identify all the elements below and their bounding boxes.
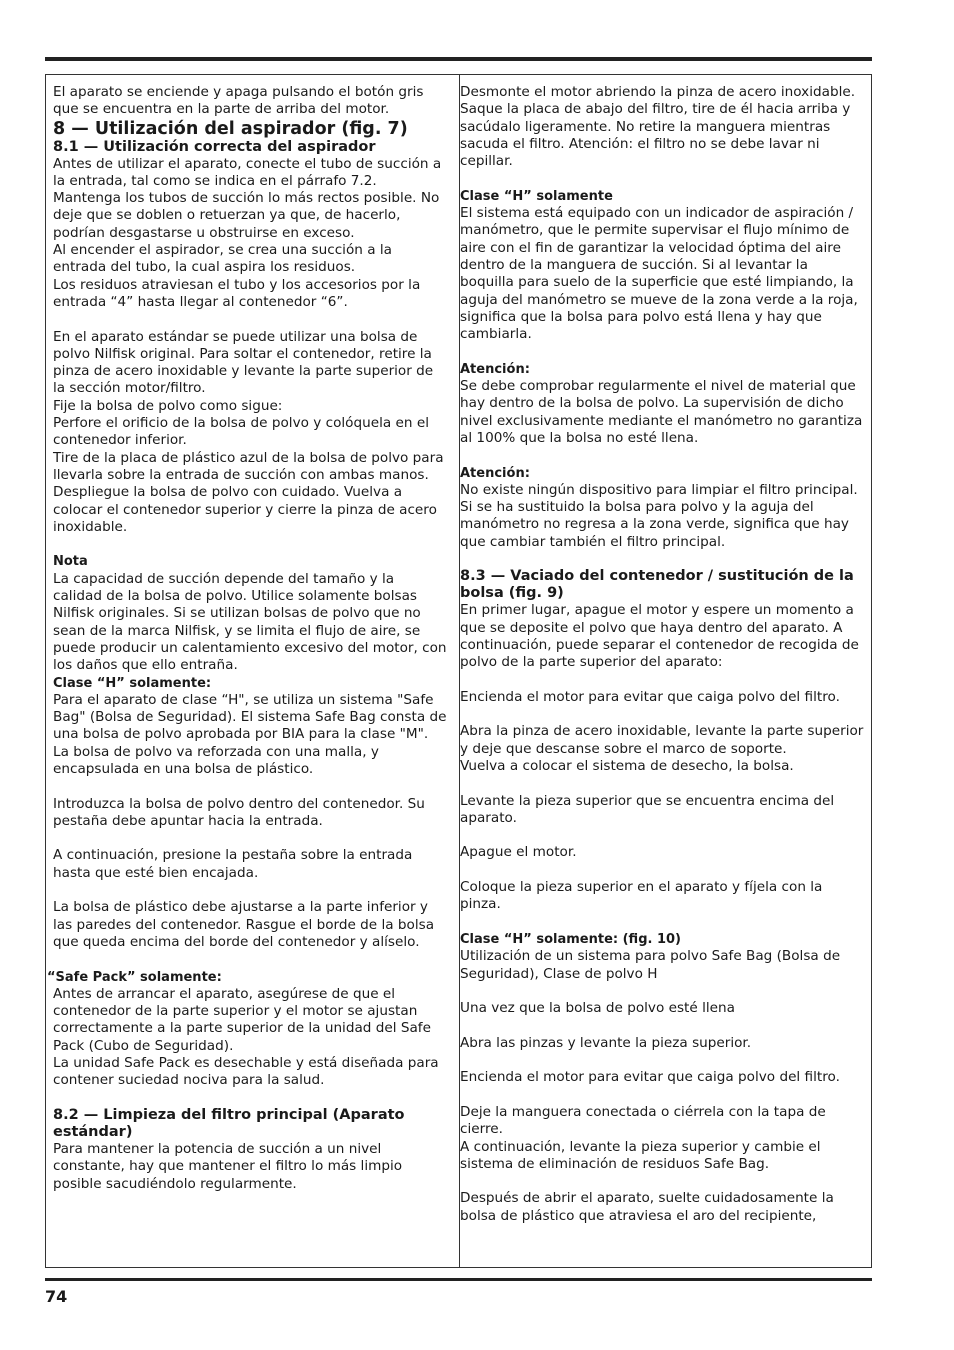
- note-heading: Clase “H” solamente:: [53, 675, 212, 691]
- spacer: [460, 170, 865, 187]
- spacer: [53, 1090, 447, 1107]
- body-paragraph: Para el aparato de clase “H", se utiliza un sistema "Safe Bag" (Bolsa de Seguridad). El sistema Safe Bag consta de una bolsa de polvo aprobada por BIA para la clase "M". La bolsa de polvo va reforzada con una malla, y encapsulada en una bolsa de plástico.: [53, 691, 447, 777]
- spacer: [460, 775, 865, 792]
- body-paragraph: La unidad Safe Pack es desechable y está diseñada para contener suciedad nociva para la salud.: [53, 1055, 439, 1089]
- body-paragraph: En primer lugar, apague el motor y espere un momento a que se deposite el polvo que haya dentro del aparato. A continuación, puede separar el contenedor de recogida de polvo de la parte superior del aparato:: [460, 602, 859, 671]
- body-paragraph: Introduzca la bolsa de polvo dentro del contenedor. Su pestaña debe apuntar hacia la entrada.: [53, 795, 425, 829]
- body-paragraph: Encienda el motor para evitar que caiga polvo del filtro.: [460, 688, 840, 705]
- note-heading: Nota: [53, 554, 88, 570]
- body-paragraph: El sistema está equipado con un indicador de aspiración / manómetro, que le permite supervisar el flujo mínimo de aire con el fin de garantizar la velocidad óptima del aire dentro de la manguera de succión. Si al levantar la boquilla para suelo de la superficie que esté limpiando, la aguja del manómetro se mueve de la zona verde a la roja, significa que la bolsa para polvo está llena y hay que cambiarla.: [460, 205, 858, 343]
- spacer: [460, 914, 865, 931]
- spacer: [460, 1017, 865, 1034]
- right-column: [460, 84, 865, 1225]
- body-paragraph: Antes de arrancar el aparato, asegúrese de que el contenedor de la parte superior y el motor se ajustan correctamente a la parte superior de la unidad del Safe Pack (Cubo de Seguridad).: [53, 985, 431, 1054]
- body-paragraph: La capacidad de succión depende del tamaño y la calidad de la bolsa de polvo. Utilice solamente bolsas Nilfisk originales. Si se utilizan bolsas de polvo que no sean de la marca Nilfisk, y se limita el flujo de aire, se puede producir un calentamiento excesivo del motor, con los daños que ello entraña.: [53, 570, 447, 674]
- spacer: [53, 778, 447, 795]
- body-paragraph: En el aparato estándar se puede utilizar una bolsa de polvo Nilfisk original. Para soltar el contenedor, retire la pinza de acero inoxidable y levante la parte superior de la sección motor/filtro.: [53, 328, 434, 397]
- page-number: 74: [45, 1287, 68, 1306]
- note-heading: Clase “H” solamente: (fig. 10): [460, 931, 681, 947]
- note-heading: “Safe Pack” solamente:: [47, 969, 222, 985]
- body-paragraph: Despliegue la bolsa de polvo con cuidado. Vuelva a colocar el contenedor superior y cierre la pinza de acero inoxidable.: [53, 484, 437, 535]
- note-heading: Atención:: [460, 361, 530, 377]
- spacer: [460, 706, 865, 723]
- body-paragraph: Fije la bolsa de polvo como sigue:: [53, 397, 283, 414]
- spacer: [53, 882, 447, 899]
- spacer: [460, 1052, 865, 1069]
- bottom-rule: [45, 1278, 872, 1281]
- spacer: [53, 536, 447, 553]
- body-paragraph: A continuación, presione la pestaña sobre la entrada hasta que esté bien encajada.: [53, 847, 413, 881]
- spacer: [460, 983, 865, 1000]
- spacer: [460, 447, 865, 464]
- body-paragraph: Apague el motor.: [460, 844, 577, 861]
- body-paragraph: Perfore el orificio de la bolsa de polvo y colóquela en el contenedor inferior.: [53, 415, 429, 449]
- spacer: [53, 311, 447, 328]
- body-paragraph: Coloque la pieza superior en el aparato y fíjela con la pinza.: [460, 879, 823, 913]
- spacer: [460, 862, 865, 879]
- subsection-heading: 8.1 — Utilización correcta del aspirador: [53, 138, 376, 155]
- body-paragraph: Una vez que la bolsa de polvo esté llena: [460, 1000, 735, 1017]
- body-paragraph: Levante la pieza superior que se encuentra encima del aparato.: [460, 792, 835, 826]
- body-paragraph: Mantenga los tubos de succión lo más rectos posible. No deje que se doblen o retuerzan ya que, de hacerlo, podrían desgastarse u obstruirse en exceso.: [53, 190, 440, 241]
- body-paragraph: Utilización de un sistema para polvo Safe Bag (Bolsa de Seguridad), Clase de polvo H: [460, 948, 841, 982]
- section-heading: 8 — Utilización del aspirador (fig. 7): [53, 118, 408, 139]
- top-rule: [45, 57, 872, 61]
- body-paragraph: Vuelva a colocar el sistema de desecho, la bolsa.: [460, 757, 794, 774]
- spacer: [460, 1087, 865, 1104]
- body-paragraph: Al encender el aspirador, se crea una succión a la entrada del tubo, la cual aspira los residuos.: [53, 242, 392, 276]
- spacer: [460, 343, 865, 360]
- body-paragraph: Encienda el motor para evitar que caiga polvo del filtro.: [460, 1069, 840, 1086]
- body-paragraph: Para mantener la potencia de succión a un nivel constante, hay que mantener el filtro lo más limpio posible sacudiéndolo regularmente.: [53, 1140, 403, 1192]
- spacer: [53, 830, 447, 847]
- spacer: [460, 672, 865, 689]
- body-paragraph: Los residuos atraviesan el tubo y los accesorios por la entrada “4” hasta llegar al contenedor “6”.: [53, 276, 421, 310]
- note-heading: Atención:: [460, 465, 530, 481]
- left-column: [47, 84, 447, 1193]
- body-paragraph: Saque la placa de abajo del filtro, tire de él hacia arriba y sacúdalo ligeramente. No retire la manguera mientras sacuda el filtro. Atención: el filtro no se debe lavar ni cepillar.: [460, 101, 851, 170]
- spacer: [53, 951, 447, 968]
- body-paragraph: La bolsa de plástico debe ajustarse a la parte inferior y las paredes del contenedor. Rasgue el borde de la bolsa que queda encima del borde del contenedor y alíselo.: [53, 899, 435, 950]
- note-heading: Clase “H” solamente: [460, 188, 613, 204]
- body-paragraph: No existe ningún dispositivo para limpiar el filtro principal. Si se ha sustituido la bolsa para polvo y la aguja del manómetro no regresa a la zona verde, significa que hay que cambiar también el filtro principal.: [460, 481, 858, 550]
- body-paragraph: Tire de la placa de plástico azul de la bolsa de polvo para llevarla sobre la entrada de succión con ambas manos.: [53, 449, 444, 483]
- body-paragraph: A continuación, levante la pieza superior y cambie el sistema de eliminación de residuos Safe Bag.: [460, 1138, 821, 1172]
- body-paragraph: Deje la manguera conectada o ciérrela con la tapa de cierre.: [460, 1103, 826, 1138]
- body-paragraph: Abra la pinza de acero inoxidable, levante la parte superior y deje que descanse sobre el marco de soporte.: [460, 723, 864, 757]
- body-paragraph: Se debe comprobar regularmente el nivel de material que hay dentro de la bolsa de polvo. La supervisión de dicho nivel exclusivamente mediante el manómetro no garantiza al 100% que la bolsa no esté llena.: [460, 378, 863, 446]
- body-paragraph: Desmonte el motor abriendo la pinza de acero inoxidable.: [460, 84, 856, 100]
- subsection-heading: 8.3 — Vaciado del contenedor / sustitución de la bolsa (fig. 9): [460, 568, 854, 602]
- spacer: [460, 827, 865, 844]
- spacer: [460, 1173, 865, 1190]
- body-paragraph: Antes de utilizar el aparato, conecte el tubo de succión a la entrada, tal como se indica en el párrafo 7.2.: [53, 155, 442, 189]
- subsection-heading: 8.2 — Limpieza del filtro principal (Aparato estándar): [53, 1106, 405, 1140]
- spacer: [460, 551, 865, 568]
- body-paragraph: El aparato se enciende y apaga pulsando el botón gris que se encuentra en la parte de arriba del motor.: [53, 84, 424, 118]
- body-paragraph: Abra las pinzas y levante la pieza superior.: [460, 1034, 752, 1051]
- body-paragraph: Después de abrir el aparato, suelte cuidadosamente la bolsa de plástico que atraviesa el aro del recipiente,: [460, 1190, 834, 1224]
